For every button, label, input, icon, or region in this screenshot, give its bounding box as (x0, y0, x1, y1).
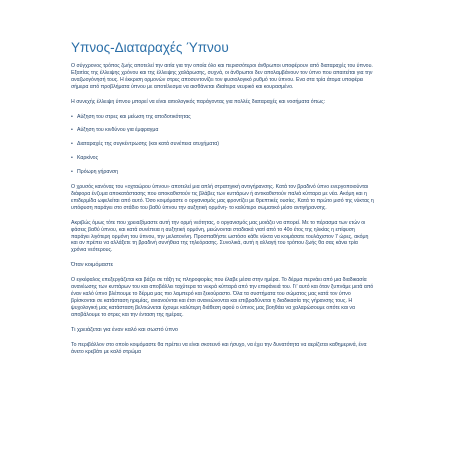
bullet-icon: • (71, 169, 73, 176)
list-item-text: Αύξηση του στρες και μείωση της αποδοτικότητας (77, 113, 191, 120)
list-item (71, 114, 374, 121)
list-item-text: Πρόωρη γήρανση (77, 169, 119, 176)
bullet-icon: • (71, 155, 73, 162)
sleep-effects-paragraph: Ο εγκέφαλος επεξεργάζεται και βάζει σε τάξη τις πληροφορίες που έλαβε μέσα στην ημέρα. Το δέρμα περνάει από μια διαδικασία ανανέωσης των κυττάρων του και αποβάλλει ταχύτερα τα νεκρά κύτταρά από την επιφάνειά του. Γι' αυτό και όταν ξυπνάμε μετά από έναν καλό ύπνο βλέπουμε το δέρμα μας πιο λαμπερό και ξεκούραστο. Όλα τα συστήματα του σώματος μας κατά τον ύπνο βρίσκονται σε κατάσταση ηρεμίας, ανιανούνται και έτσι ανανεώνονται και επιβραδύνεται η διαδικασία της γήρανσης τους. Η ψυχολογική μας κατάσταση βελτιώνεται έχουμε καλύτερη διάθεση αφού ο ύπνος μας βοηθάει να χαλαρώσουμε οπότε και να αποβάλουμε το στρες και την ένταση της ημέρας. (71, 277, 374, 318)
section-heading-good-sleep: Τι χρειάζεται για έναν καλό και σωστό ύπνο (71, 326, 178, 333)
growth-hormone-paragraph: Ακριβώς όμως τότε που χρειαζόμαστε αυτή την ορμή νεότητας, ο οργανισμός μας μοιάζει να απορεί. Με το πέρασμα των ετών οι φάσεις βαθύ ύπνου, και κατά συνέπεια η αυξητική ορμόνη, μειώνονται σταδιακά γιατί από το 40ο έτος της ηλικίας η επίφυση παράγει λιγότερη ορμόνη του ύπνου, την μελατονίνη. Προσπαθήστε ωστόσο κάθε νύκτα να κοιμάσατε τουλάχιστον 7 ώρες, ακόμη και αν πρέπει να αλλάξετε τη βραδινή συνήθεια της τηλεόρασης. Συνολικά, αυτή η αλλαγή του τρόπου ζωής θα σας κάνει τρία χρόνια νεότερους. (71, 219, 369, 254)
list-item-text: Διαταραχές της συγκέντρωσης (και κατά συνέπεια ατυχήματα) (77, 141, 220, 148)
bullet-icon: • (71, 127, 73, 134)
bullet-icon: • (71, 113, 73, 120)
anti-aging-paragraph: Ο χρυσός κανόνας του «οχταώρου ύπνου» αποτελεί μια απλή στρατηγική αντιγήρανσης. Κατά τον βραδινό ύπνο ενεργοποιούνται διάφορα ένζυμα αποκατάστασης που αποκαθιστούν τις βλάβες των κυττάρων ή αντικαθιστούν παλιά κύτταρα με νέα. Ακόμη και η επιδερμίδα ωφελείται από αυτό. Όσο κοιμόμαστε ο οργανισμός μας φροντίζει με θρεπτικές ουσίες. Κατά το πρώτο μισό της νύκτας η υπόφυση παράγει στο στάδιο του βαθύ ύπνου την αυξητική ορμόνη- το καλύτερο σωματικό μέσο αντιγήρανσης. (71, 184, 374, 211)
list-item (71, 155, 374, 162)
causes-intro-paragraph: Η συνεχής έλλειψη ύπνου μπορεί να είναι αιτιολογικός παράγοντας για πολλές διαταραχές και νοσήματα όπως: (71, 98, 326, 105)
list-item-text: Αύξηση του κινδύνου για έμφραγμα (77, 127, 159, 134)
causes-list (71, 114, 374, 177)
list-item (71, 127, 374, 134)
intro-paragraph: Ο σύγχρονος τρόπος ζωής αποτελεί την αιτία για την οποία όλο και περισσότεροι άνθρωποι υποφέρουν από διαταραχές του ύπνου. Εξαιτίας της έλλειψης χρόνου και της έλλειψης χαλάρωσης, συχνά, οι άνθρωποι δεν απολαμβάνουν τον ύπνο που απαιτείται για την αναζωογόνησή τους. Η έκκριση ορμονών στρες αποσυντονίζει τον φυσιολογικό ρυθμό του ύπνου. Ενα στα τρία άτομα υποφέρει σήμερα από προβλήματα ύπνου με αποτέλεσμα να αισθάνεται ιδιαίτερα νευρικό και κουρασμένο. (71, 63, 373, 90)
environment-paragraph: Το περιβάλλον στο οποίο κοιμόμαστε θα πρέπει να είναι σκοτεινό και ήσυχο, να έχει την δυνατότητα να αερίζεται καθημερινά, ένα άνετο κρεβάτι με καλό στρώμα (71, 341, 367, 355)
document-title: Υπνος-Διαταραχές Ύπνου (71, 40, 229, 55)
list-item (71, 141, 374, 148)
list-item-text: Καρκίνος (77, 155, 99, 162)
section-heading-sleep: Όταν κοιμόμαστε (71, 262, 114, 269)
bullet-icon: • (71, 141, 73, 148)
list-item (71, 169, 374, 176)
